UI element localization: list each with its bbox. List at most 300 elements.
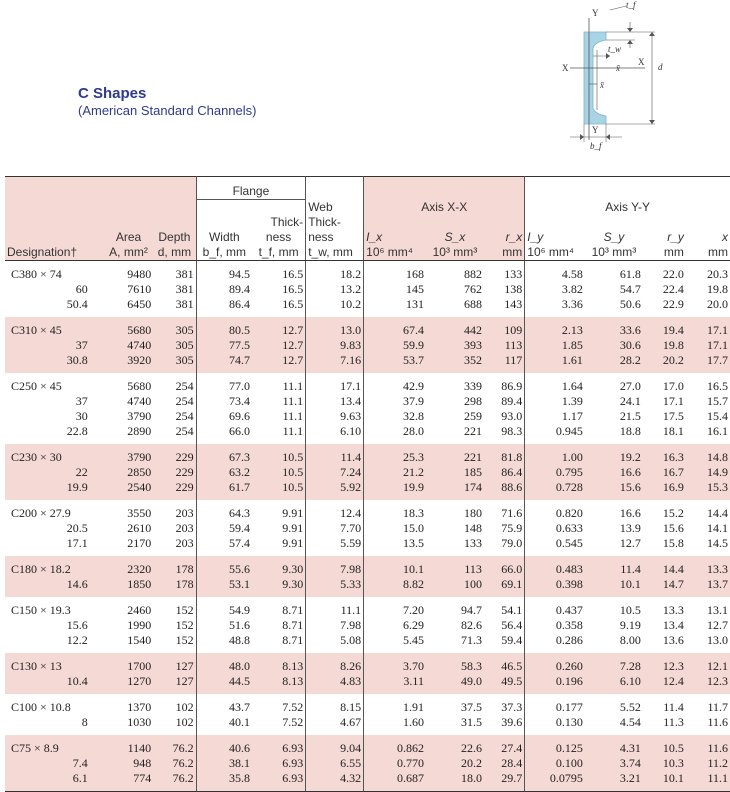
value-cell: 3.11 [364,674,426,694]
designation-cell: 7.4 [5,756,104,771]
value-cell: 6.10 [585,674,643,694]
page-subtitle: (American Standard Channels) [78,103,257,118]
value-cell: 14.5 [686,536,730,556]
value-cell: 24.1 [585,394,643,409]
header-web-thick: Thick- [306,215,364,230]
value-cell: 59.4 [196,521,252,536]
diagram-label-bf: b_f [590,141,602,151]
value-cell: 688 [426,297,484,317]
value-cell: 19.8 [686,282,730,297]
value-cell: 27.4 [484,735,525,756]
value-cell: 53.1 [196,577,252,597]
value-cell: 88.6 [484,480,525,500]
value-cell: 76.2 [153,756,196,771]
value-cell: 80.5 [196,317,252,338]
header-width-unit: b_f, mm [196,245,252,261]
value-cell: 59.4 [484,633,525,653]
value-cell: 1540 [104,633,153,653]
diagram-label-y-bottom: Y [592,125,599,135]
value-cell: 10.5 [643,735,686,756]
value-cell: 11.4 [306,444,364,465]
header-iy: I_y [525,230,585,245]
value-cell: 16.3 [643,444,686,465]
value-cell: 17.0 [643,373,686,394]
value-cell: 1140 [104,735,153,756]
value-cell: 948 [104,756,153,771]
value-cell: 74.7 [196,353,252,373]
value-cell: 15.3 [686,480,730,500]
header-ix-unit: 10⁶ mm⁴ [364,245,426,261]
value-cell: 13.6 [643,633,686,653]
value-cell: 12.3 [643,653,686,674]
table-row [5,633,730,653]
value-cell: 152 [153,618,196,633]
value-cell: 14.1 [686,521,730,536]
value-cell: 10.3 [643,756,686,771]
value-cell: 10.5 [252,465,306,480]
value-cell: 3550 [104,500,153,521]
channel-section-diagram [560,0,730,170]
designation-cell: 15.6 [5,618,104,633]
value-cell: 1.17 [525,409,585,424]
value-cell: 143 [484,297,525,317]
header-ix: I_x [364,230,426,245]
header-thick-unit: t_f, mm [252,245,306,261]
value-cell: 38.1 [196,756,252,771]
table-row [5,394,730,409]
value-cell: 12.4 [643,674,686,694]
value-cell: 86.4 [196,297,252,317]
value-cell: 131 [364,297,426,317]
value-cell: 2320 [104,556,153,577]
table-row [5,653,730,674]
properties-table [5,176,730,792]
value-cell: 11.2 [686,756,730,771]
value-cell: 3.21 [585,771,643,792]
value-cell: 6.55 [306,756,364,771]
table-row [5,297,730,317]
diagram-label-tw: t_w [608,44,622,54]
diagram-label-y-top: Y [592,8,599,18]
value-cell: 0.286 [525,633,585,653]
diagram-label-xbar-top: x̄ [616,63,620,73]
value-cell: 6450 [104,297,153,317]
designation-cell: C200 × 27.9 [5,500,104,521]
designation-cell: C130 × 13 [5,653,104,674]
table-row [5,282,730,297]
value-cell: 48.8 [196,633,252,653]
value-cell: 19.8 [643,338,686,353]
value-cell: 9.04 [306,735,364,756]
table-row [5,577,730,597]
value-cell: 0.545 [525,536,585,556]
table-row [5,735,730,756]
value-cell: 203 [153,500,196,521]
value-cell: 13.9 [585,521,643,536]
value-cell: 5.45 [364,633,426,653]
designation-cell: 37 [5,394,104,409]
table-row [5,597,730,618]
value-cell: 381 [153,260,196,282]
diagram-label-xbar: x̄ [600,80,604,90]
value-cell: 76.2 [153,735,196,756]
value-cell: 9.63 [306,409,364,424]
value-cell: 2540 [104,480,153,500]
value-cell: 17.1 [643,394,686,409]
value-cell: 0.945 [525,424,585,444]
value-cell: 73.4 [196,394,252,409]
value-cell: 178 [153,556,196,577]
value-cell: 35.8 [196,771,252,792]
table-row [5,465,730,480]
value-cell: 3790 [104,444,153,465]
value-cell: 4.54 [585,715,643,735]
value-cell: 381 [153,282,196,297]
value-cell: 254 [153,424,196,444]
value-cell: 15.4 [686,409,730,424]
value-cell: 7.24 [306,465,364,480]
designation-cell: 6.1 [5,771,104,792]
header-width: Width [196,230,252,245]
value-cell: 152 [153,597,196,618]
value-cell: 381 [153,297,196,317]
value-cell: 63.2 [196,465,252,480]
table-row [5,521,730,536]
value-cell: 16.5 [252,282,306,297]
designation-cell: 19.9 [5,480,104,500]
header-web-unit: t_w, mm [306,245,364,261]
value-cell: 81.8 [484,444,525,465]
value-cell: 66.0 [196,424,252,444]
value-cell: 69.6 [196,409,252,424]
designation-cell: 20.5 [5,521,104,536]
value-cell: 51.6 [196,618,252,633]
value-cell: 75.9 [484,521,525,536]
value-cell: 48.0 [196,653,252,674]
designation-cell: C250 × 45 [5,373,104,394]
value-cell: 9.83 [306,338,364,353]
value-cell: 32.8 [364,409,426,424]
value-cell: 10.1 [364,556,426,577]
value-cell: 0.398 [525,577,585,597]
designation-cell: 60 [5,282,104,297]
designation-cell: 17.1 [5,536,104,556]
value-cell: 442 [426,317,484,338]
value-cell: 6.93 [252,735,306,756]
value-cell: 55.6 [196,556,252,577]
value-cell: 339 [426,373,484,394]
value-cell: 0.196 [525,674,585,694]
value-cell: 3.70 [364,653,426,674]
value-cell: 0.728 [525,480,585,500]
value-cell: 82.6 [426,618,484,633]
value-cell: 168 [364,260,426,282]
table-row [5,674,730,694]
value-cell: 89.4 [196,282,252,297]
value-cell: 10.1 [585,577,643,597]
value-cell: 1.85 [525,338,585,353]
value-cell: 882 [426,260,484,282]
value-cell: 3790 [104,409,153,424]
value-cell: 0.483 [525,556,585,577]
value-cell: 27.0 [585,373,643,394]
value-cell: 28.4 [484,756,525,771]
value-cell: 5.92 [306,480,364,500]
value-cell: 1.64 [525,373,585,394]
value-cell: 18.0 [426,771,484,792]
value-cell: 2610 [104,521,153,536]
value-cell: 259 [426,409,484,424]
value-cell: 10.2 [306,297,364,317]
header-axis-xx: Axis X-X [364,200,525,215]
header-flange: Flange [196,177,306,200]
value-cell: 7.52 [252,694,306,715]
value-cell: 6.93 [252,756,306,771]
value-cell: 1.61 [525,353,585,373]
diagram-label-tf: t_f [626,0,636,10]
table-row [5,556,730,577]
value-cell: 203 [153,536,196,556]
value-cell: 10.1 [643,771,686,792]
value-cell: 2890 [104,424,153,444]
value-cell: 16.7 [643,465,686,480]
value-cell: 8.15 [306,694,364,715]
designation-cell: C100 × 10.8 [5,694,104,715]
value-cell: 254 [153,373,196,394]
value-cell: 15.2 [643,500,686,521]
value-cell: 22.9 [643,297,686,317]
value-cell: 1030 [104,715,153,735]
value-cell: 77.0 [196,373,252,394]
value-cell: 71.3 [426,633,484,653]
value-cell: 4.83 [306,674,364,694]
table-row [5,756,730,771]
value-cell: 12.3 [686,674,730,694]
value-cell: 6.10 [306,424,364,444]
value-cell: 11.6 [686,715,730,735]
value-cell: 127 [153,653,196,674]
value-cell: 10.5 [585,597,643,618]
header-area: Area [104,230,153,245]
header-ness: ness [252,230,306,245]
header-x: x [686,230,730,245]
value-cell: 57.4 [196,536,252,556]
value-cell: 16.6 [585,500,643,521]
header-axis-yy: Axis Y-Y [525,200,730,215]
designation-cell: 50.4 [5,297,104,317]
value-cell: 37.5 [426,694,484,715]
header-ry: r_y [643,230,686,245]
value-cell: 15.7 [686,394,730,409]
value-cell: 64.3 [196,500,252,521]
table-row [5,771,730,792]
header-ry-unit: mm [643,245,686,261]
value-cell: 113 [484,338,525,353]
header-sx: S_x [426,230,484,245]
value-cell: 7.52 [252,715,306,735]
value-cell: 5680 [104,373,153,394]
table-row [5,444,730,465]
value-cell: 305 [153,317,196,338]
value-cell: 49.0 [426,674,484,694]
value-cell: 2.13 [525,317,585,338]
header-depth: Depth [153,230,196,245]
value-cell: 1.91 [364,694,426,715]
value-cell: 11.7 [686,694,730,715]
value-cell: 174 [426,480,484,500]
value-cell: 59.9 [364,338,426,353]
value-cell: 305 [153,353,196,373]
value-cell: 0.177 [525,694,585,715]
value-cell: 100 [426,577,484,597]
value-cell: 221 [426,444,484,465]
value-cell: 54.9 [196,597,252,618]
designation-cell: 30 [5,409,104,424]
value-cell: 221 [426,424,484,444]
value-cell: 1370 [104,694,153,715]
value-cell: 46.5 [484,653,525,674]
value-cell: 1.00 [525,444,585,465]
value-cell: 148 [426,521,484,536]
value-cell: 133 [426,536,484,556]
channel-shape [584,32,606,124]
designation-cell: 12.2 [5,633,104,653]
value-cell: 86.4 [484,465,525,480]
table-row [5,353,730,373]
value-cell: 13.4 [306,394,364,409]
value-cell: 0.820 [525,500,585,521]
value-cell: 30.6 [585,338,643,353]
value-cell: 86.9 [484,373,525,394]
value-cell: 10.5 [252,444,306,465]
value-cell: 2460 [104,597,153,618]
value-cell: 4740 [104,338,153,353]
designation-cell: 8 [5,715,104,735]
designation-cell: 10.4 [5,674,104,694]
value-cell: 53.7 [364,353,426,373]
header-area-unit: A, mm² [104,245,153,261]
value-cell: 229 [153,480,196,500]
value-cell: 19.2 [585,444,643,465]
value-cell: 12.7 [686,618,730,633]
designation-cell: 37 [5,338,104,353]
value-cell: 13.7 [686,577,730,597]
value-cell: 12.7 [585,536,643,556]
value-cell: 2170 [104,536,153,556]
value-cell: 12.7 [252,353,306,373]
value-cell: 15.6 [585,480,643,500]
value-cell: 4740 [104,394,153,409]
value-cell: 16.5 [252,297,306,317]
value-cell: 18.3 [364,500,426,521]
value-cell: 8.26 [306,653,364,674]
value-cell: 20.2 [426,756,484,771]
value-cell: 43.7 [196,694,252,715]
value-cell: 22.6 [426,735,484,756]
value-cell: 12.7 [252,317,306,338]
header-x-unit: mm [686,245,730,261]
value-cell: 67.4 [364,317,426,338]
value-cell: 774 [104,771,153,792]
value-cell: 20.2 [643,353,686,373]
value-cell: 20.3 [686,260,730,282]
value-cell: 11.1 [252,424,306,444]
value-cell: 229 [153,465,196,480]
value-cell: 61.8 [585,260,643,282]
value-cell: 13.3 [686,556,730,577]
value-cell: 13.2 [306,282,364,297]
value-cell: 5.08 [306,633,364,653]
value-cell: 14.9 [686,465,730,480]
value-cell: 11.1 [252,394,306,409]
value-cell: 3.36 [525,297,585,317]
value-cell: 13.0 [306,317,364,338]
value-cell: 298 [426,394,484,409]
value-cell: 8.82 [364,577,426,597]
value-cell: 15.6 [643,521,686,536]
designation-cell: C230 × 30 [5,444,104,465]
header-iy-unit: 10⁶ mm⁴ [525,245,585,261]
value-cell: 178 [153,577,196,597]
value-cell: 61.7 [196,480,252,500]
value-cell: 0.687 [364,771,426,792]
value-cell: 44.5 [196,674,252,694]
value-cell: 13.1 [686,597,730,618]
value-cell: 29.7 [484,771,525,792]
value-cell: 102 [153,715,196,735]
value-cell: 7.20 [364,597,426,618]
value-cell: 8.13 [252,653,306,674]
value-cell: 8.71 [252,633,306,653]
value-cell: 17.5 [643,409,686,424]
table-row [5,373,730,394]
value-cell: 54.1 [484,597,525,618]
table-row [5,260,730,282]
value-cell: 203 [153,521,196,536]
value-cell: 0.130 [525,715,585,735]
value-cell: 152 [153,633,196,653]
value-cell: 102 [153,694,196,715]
table-row [5,409,730,424]
value-cell: 89.4 [484,394,525,409]
value-cell: 11.1 [686,771,730,792]
value-cell: 25.3 [364,444,426,465]
header-depth-unit: d, mm [153,245,196,261]
value-cell: 1700 [104,653,153,674]
value-cell: 11.1 [306,597,364,618]
value-cell: 352 [426,353,484,373]
value-cell: 37.9 [364,394,426,409]
value-cell: 8.71 [252,618,306,633]
value-cell: 40.6 [196,735,252,756]
value-cell: 94.5 [196,260,252,282]
value-cell: 9.91 [252,500,306,521]
value-cell: 0.437 [525,597,585,618]
value-cell: 3920 [104,353,153,373]
value-cell: 79.0 [484,536,525,556]
value-cell: 98.3 [484,424,525,444]
designation-cell: C310 × 45 [5,317,104,338]
value-cell: 11.3 [643,715,686,735]
value-cell: 13.0 [686,633,730,653]
value-cell: 7610 [104,282,153,297]
value-cell: 42.9 [364,373,426,394]
value-cell: 54.7 [585,282,643,297]
value-cell: 13.3 [643,597,686,618]
table-row [5,618,730,633]
table-row [5,480,730,500]
value-cell: 18.8 [585,424,643,444]
